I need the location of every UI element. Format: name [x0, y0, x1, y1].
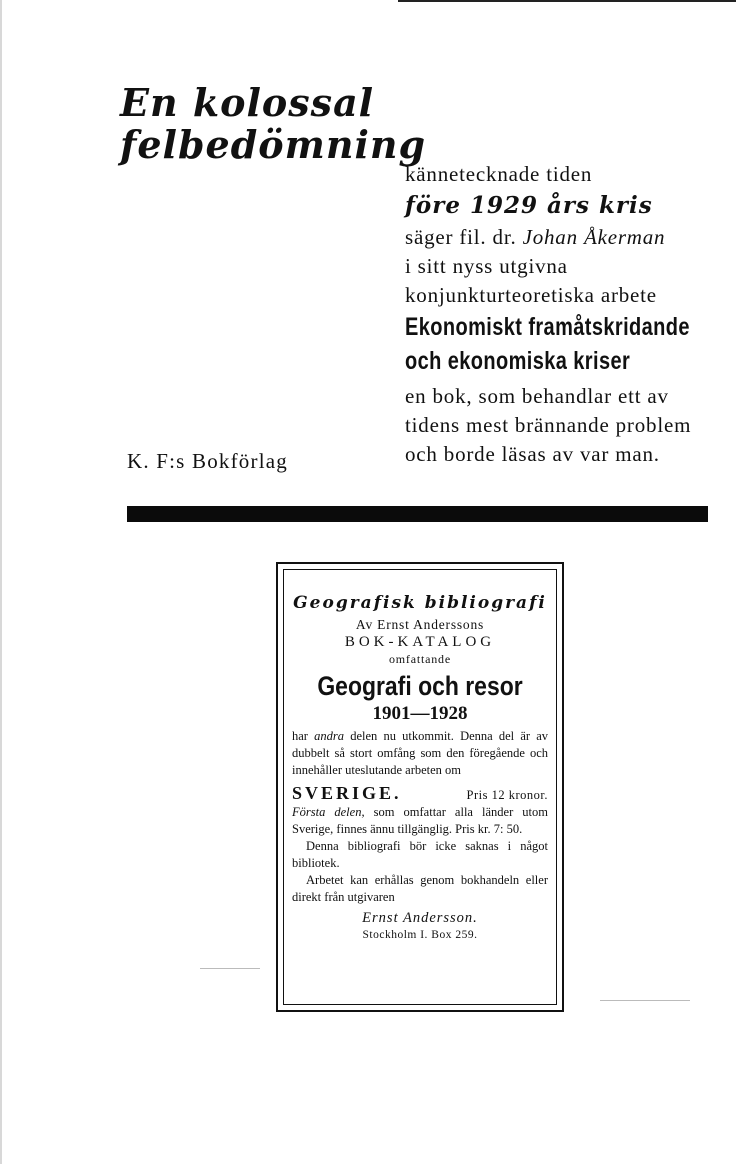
box-para1-italic: andra — [314, 729, 345, 743]
box-paragraph-1 — [292, 728, 548, 779]
box-signature: Ernst Andersson. — [362, 910, 478, 926]
bibliography-ad-inner — [283, 569, 557, 1005]
box-heading: Geografisk bibliografi — [293, 593, 547, 613]
box-country: SVERIGE. — [292, 783, 402, 803]
ad-line-1: kännetecknade tiden — [405, 162, 593, 186]
book-title-line-1: Ekonomiskt framåtskridande — [405, 313, 690, 341]
box-paragraph-3: Denna bibliografi bör icke saknas i något bibliotek. — [292, 839, 548, 870]
ad-author: Johan Åkerman — [522, 225, 666, 249]
box-big-title: Geografi och resor — [317, 671, 523, 701]
headline-line-1: En kolossal — [120, 80, 375, 125]
box-catalog: BOK-KATALOG — [344, 634, 496, 650]
publisher: K. F:s Bokförlag — [127, 449, 288, 473]
print-speck — [600, 1000, 690, 1001]
page-edge — [0, 0, 2, 1164]
top-rule — [398, 0, 736, 2]
box-para2-italic: Första delen, — [292, 805, 365, 819]
book-title-line-2: och ekonomiska kriser — [405, 347, 631, 375]
box-para2-rest: som omfattar alla länder utom Sverige, finnes ännu tillgänglig. Pris kr. 7: 50. — [292, 805, 549, 836]
ad-line-2: före 1929 års kris — [405, 192, 653, 219]
divider-bar — [127, 506, 708, 522]
box-para1-prefix: har — [292, 729, 308, 743]
box-para1-rest: delen nu utkommit. Denna del är av dubbelt så stort omfång som den föregående och innehåller uteslutande arbeten om — [292, 729, 549, 777]
ad-line-10: och borde läsas av var man. — [405, 442, 660, 466]
box-paragraph-2 — [292, 804, 548, 838]
ad-line-8: en bok, som behandlar ett av — [405, 384, 669, 408]
ad-line-4: i sitt nyss utgivna — [405, 254, 568, 278]
ad-line-3-prefix: säger fil. dr. — [405, 225, 517, 249]
box-years: 1901—1928 — [372, 703, 468, 724]
box-price: Pris 12 kronor. — [466, 788, 548, 802]
box-paragraph-4: Arbetet kan erhållas genom bokhandeln eller direkt från utgivaren — [292, 873, 548, 904]
box-byline: Av Ernst Anderssons — [355, 617, 485, 632]
bibliography-ad-box — [276, 562, 564, 1012]
headline-line-2: felbedömning — [120, 122, 427, 167]
ad-line-9: tidens mest brännande problem — [405, 413, 692, 437]
box-comprising: omfattande — [389, 652, 451, 666]
ad-line-3 — [405, 223, 725, 252]
print-speck — [200, 968, 260, 969]
ad-text-column — [405, 160, 725, 469]
ad-line-5: konjunkturteoretiska arbete — [405, 283, 657, 307]
box-country-row — [292, 782, 548, 804]
box-address: Stockholm I. Box 259. — [362, 929, 478, 941]
